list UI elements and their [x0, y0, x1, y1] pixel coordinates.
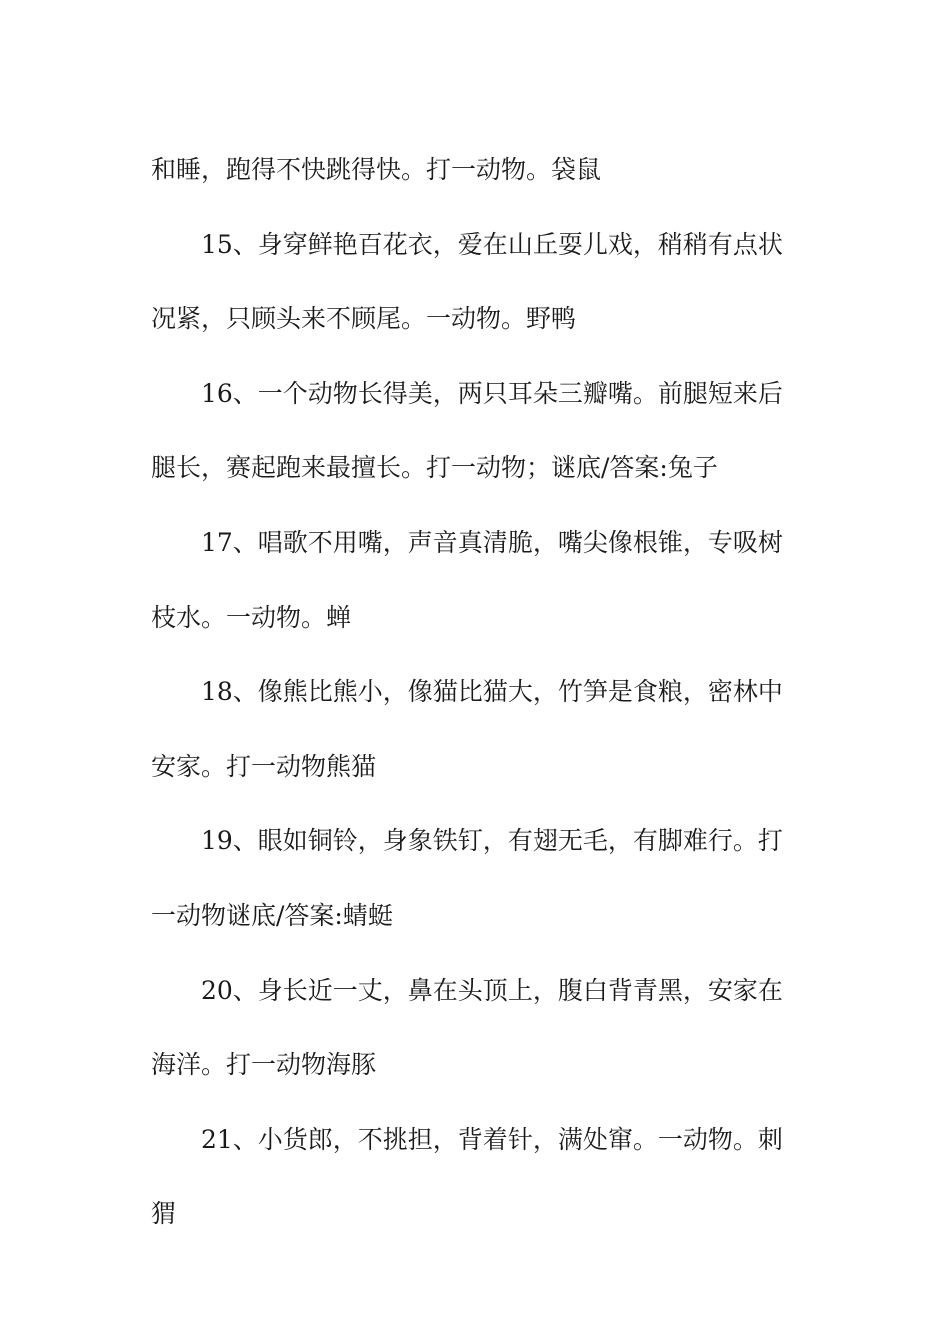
- text-line: 和睡，跑得不快跳得快。打一动物。袋鼠: [151, 155, 602, 184]
- riddle-text-block: [151, 133, 801, 1252]
- riddle-17-line-1: 17、唱歌不用嘴，声音真清脆，嘴尖像根锥，专吸树: [201, 527, 783, 557]
- riddle-21-line-2: 猬: [151, 1199, 177, 1229]
- riddle-15-line-1: 15、身穿鲜艳百花衣，爱在山丘耍儿戏，稍稍有点状: [201, 229, 783, 259]
- riddle-20-line-2: 海洋。打一动物海豚: [151, 1050, 377, 1080]
- riddle-19-line-2: 一动物谜底/答案:蜻蜓: [151, 900, 393, 930]
- riddle-20-line-1: 20、身长近一丈，鼻在头顶上，腹白背青黑，安家在: [201, 975, 783, 1005]
- riddle-21-line-1: 21、小货郎，不挑担，背着针，满处窜。一动物。刺: [201, 1124, 783, 1154]
- riddle-19-line-1: 19、眼如铜铃，身象铁钉，有翅无毛，有脚难行。打: [201, 826, 783, 856]
- riddle-17-line-2: 枝水。一动物。蝉: [151, 602, 352, 632]
- riddle-16-line-2: 腿长，赛起跑来最擅长。打一动物；谜底/答案:兔子: [151, 453, 718, 483]
- riddle-16-line-1: 16、一个动物长得美，两只耳朵三瓣嘴。前腿短来后: [201, 378, 783, 408]
- riddle-18-line-2: 安家。打一动物熊猫: [151, 751, 377, 781]
- riddle-15-line-2: 况紧，只顾头来不顾尾。一动物。野鸭: [151, 304, 577, 334]
- riddle-18-line-1: 18、像熊比熊小，像猫比猫大，竹笋是食粮，密林中: [201, 677, 783, 707]
